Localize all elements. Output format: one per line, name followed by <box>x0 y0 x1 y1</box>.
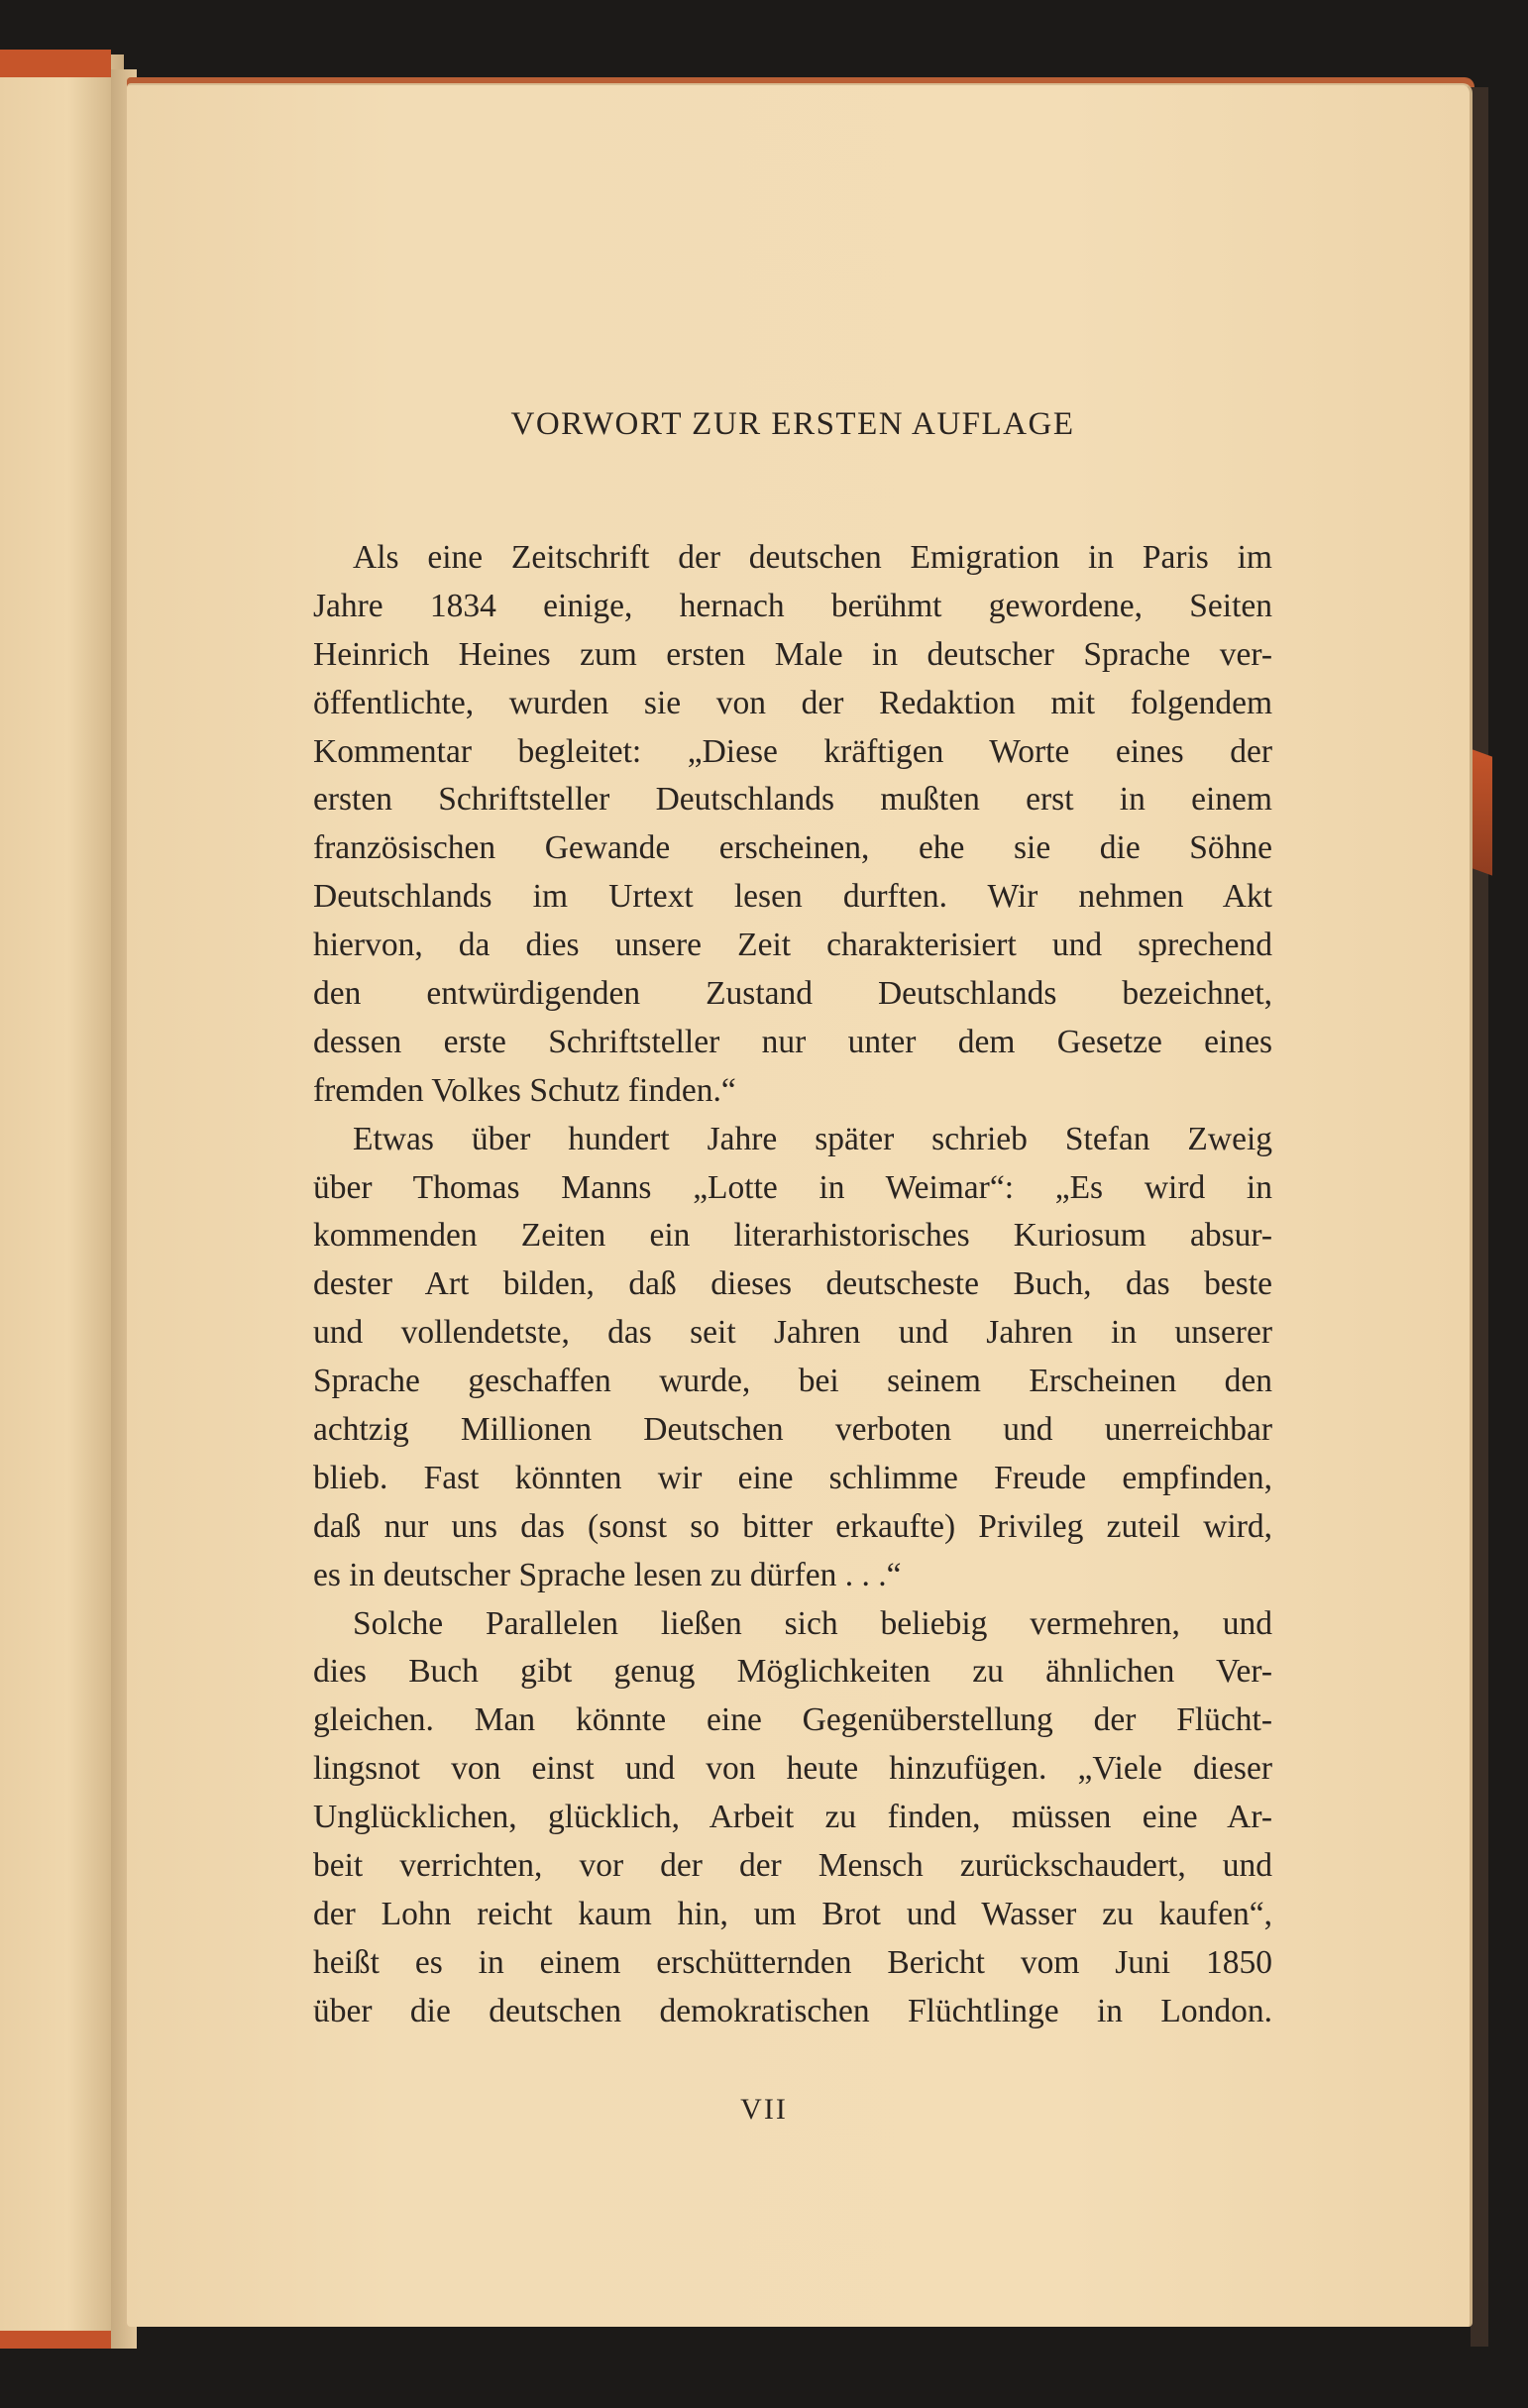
cover-edge-bottom <box>0 2331 119 2349</box>
body-text <box>313 534 1272 2036</box>
text-line: ersten Schriftsteller Deutschlands mußten erst in einem <box>313 781 1272 819</box>
text-line: gleichen. Man könnte eine Gegenüberstellung der Flücht- <box>313 1701 1272 1739</box>
cover-edge-right <box>1471 87 1488 2347</box>
cover-edge-top <box>0 50 111 77</box>
cover-corner-nick <box>1473 749 1492 875</box>
text-line: lingsnot von einst und von heute hinzufügen. „Viele dieser <box>313 1750 1272 1788</box>
text-line: Kommentar begleitet: „Diese kräftigen Worte eines der <box>313 732 1272 770</box>
text-line: der Lohn reicht kaum hin, um Brot und Wasser zu kaufen“, <box>313 1895 1272 1932</box>
text-line: Deutschlands im Urtext lesen durften. Wir nehmen Akt <box>313 878 1272 916</box>
text-line: über Thomas Manns „Lotte in Weimar“: „Es wird in <box>313 1168 1272 1206</box>
text-line: kommenden Zeiten ein literarhistorisches Kuriosum absur- <box>313 1217 1272 1255</box>
text-line: öffentlichte, wurden sie von der Redaktion mit folgendem <box>313 684 1272 721</box>
text-line: Solche Parallelen ließen sich beliebig vermehren, und <box>353 1604 1272 1642</box>
text-line: hiervon, da dies unsere Zeit charakterisiert und sprechend <box>313 927 1272 964</box>
page-title: VORWORT ZUR ERSTEN AUFLAGE <box>510 406 1075 442</box>
text-line: dies Buch gibt genug Möglichkeiten zu ähnlichen Ver- <box>313 1653 1272 1691</box>
text-line: den entwürdigenden Zustand Deutschlands bezeichnet, <box>313 975 1272 1013</box>
text-line: achtzig Millionen Deutschen verboten und unerreichbar <box>313 1411 1272 1449</box>
text-line: beit verrichten, vor der der Mensch zurückschaudert, und <box>313 1847 1272 1885</box>
text-line: dester Art bilden, daß dieses deutscheste Buch, das beste <box>313 1265 1272 1303</box>
facing-page-edge <box>0 55 124 2344</box>
text-line: Jahre 1834 einige, hernach berühmt gewordene, Seiten <box>313 587 1272 624</box>
text-line: es in deutscher Sprache lesen zu dürfen . . .“ <box>313 1556 902 1593</box>
text-line: und vollendetste, das seit Jahren und Jahren in unserer <box>313 1314 1272 1352</box>
text-line: Als eine Zeitschrift der deutschen Emigration in Paris im <box>353 539 1272 576</box>
page-text <box>313 406 1272 2036</box>
text-line: heißt es in einem erschütternden Bericht vom Juni 1850 <box>313 1943 1272 1981</box>
text-line: Sprache geschaffen wurde, bei seinem Erscheinen den <box>313 1363 1272 1400</box>
text-line: Heinrich Heines zum ersten Male in deutscher Sprache ver- <box>313 635 1272 673</box>
text-line: daß nur uns das (sonst so bitter erkaufte) Privileg zuteil wird, <box>313 1507 1272 1545</box>
text-line: Unglücklichen, glücklich, Arbeit zu finden, müssen eine Ar- <box>313 1799 1272 1836</box>
text-line: fremden Volkes Schutz finden.“ <box>313 1071 736 1109</box>
page-number: VII <box>740 2093 788 2126</box>
text-line: über die deutschen demokratischen Flüchtlinge in London. <box>313 1992 1272 2029</box>
text-line: Etwas über hundert Jahre später schrieb Stefan Zweig <box>353 1120 1272 1157</box>
text-line: blieb. Fast könnten wir eine schlimme Freude empfinden, <box>313 1459 1272 1496</box>
text-line: dessen erste Schriftsteller nur unter dem Gesetze eines <box>313 1023 1272 1060</box>
text-line: französischen Gewande erscheinen, ehe sie die Söhne <box>313 829 1272 867</box>
